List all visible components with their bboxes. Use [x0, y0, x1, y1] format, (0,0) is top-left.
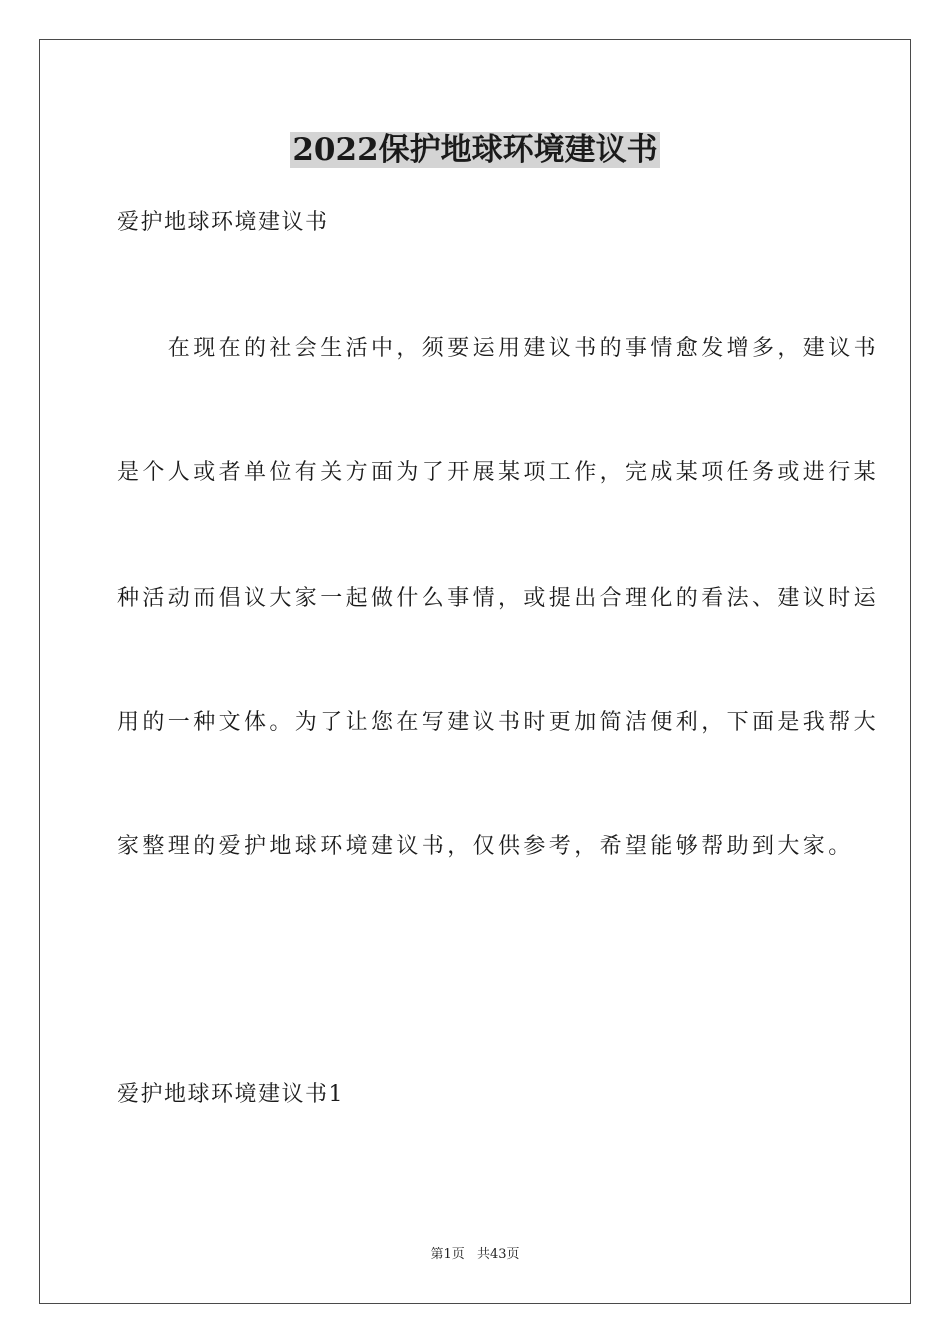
paragraph-line-4: 用的一种文体。为了让您在写建议书时更加简洁便利，下面是我帮大 — [117, 710, 880, 735]
section-heading: 爱护地球环境建议书1 — [117, 1082, 344, 1107]
page-footer — [0, 1246, 950, 1264]
document-subtitle: 爱护地球环境建议书 — [117, 210, 329, 235]
paragraph-line-2: 是个人或者单位有关方面为了开展某项工作，完成某项任务或进行某 — [117, 460, 880, 485]
paragraph-line-1: 在现在的社会生活中，须要运用建议书的事情愈发增多，建议书 — [117, 336, 880, 361]
paragraph-line-3: 种活动而倡议大家一起做什么事情，或提出合理化的看法、建议时运 — [117, 586, 880, 611]
page-number: 第1页 — [430, 1247, 465, 1262]
document-title-text: 2022保护地球环境建议书 — [292, 132, 658, 168]
page-total: 共43页 — [476, 1247, 520, 1262]
document-title — [0, 128, 950, 172]
paragraph-line-5: 家整理的爱护地球环境建议书，仅供参考，希望能够帮助到大家。 — [117, 834, 854, 859]
